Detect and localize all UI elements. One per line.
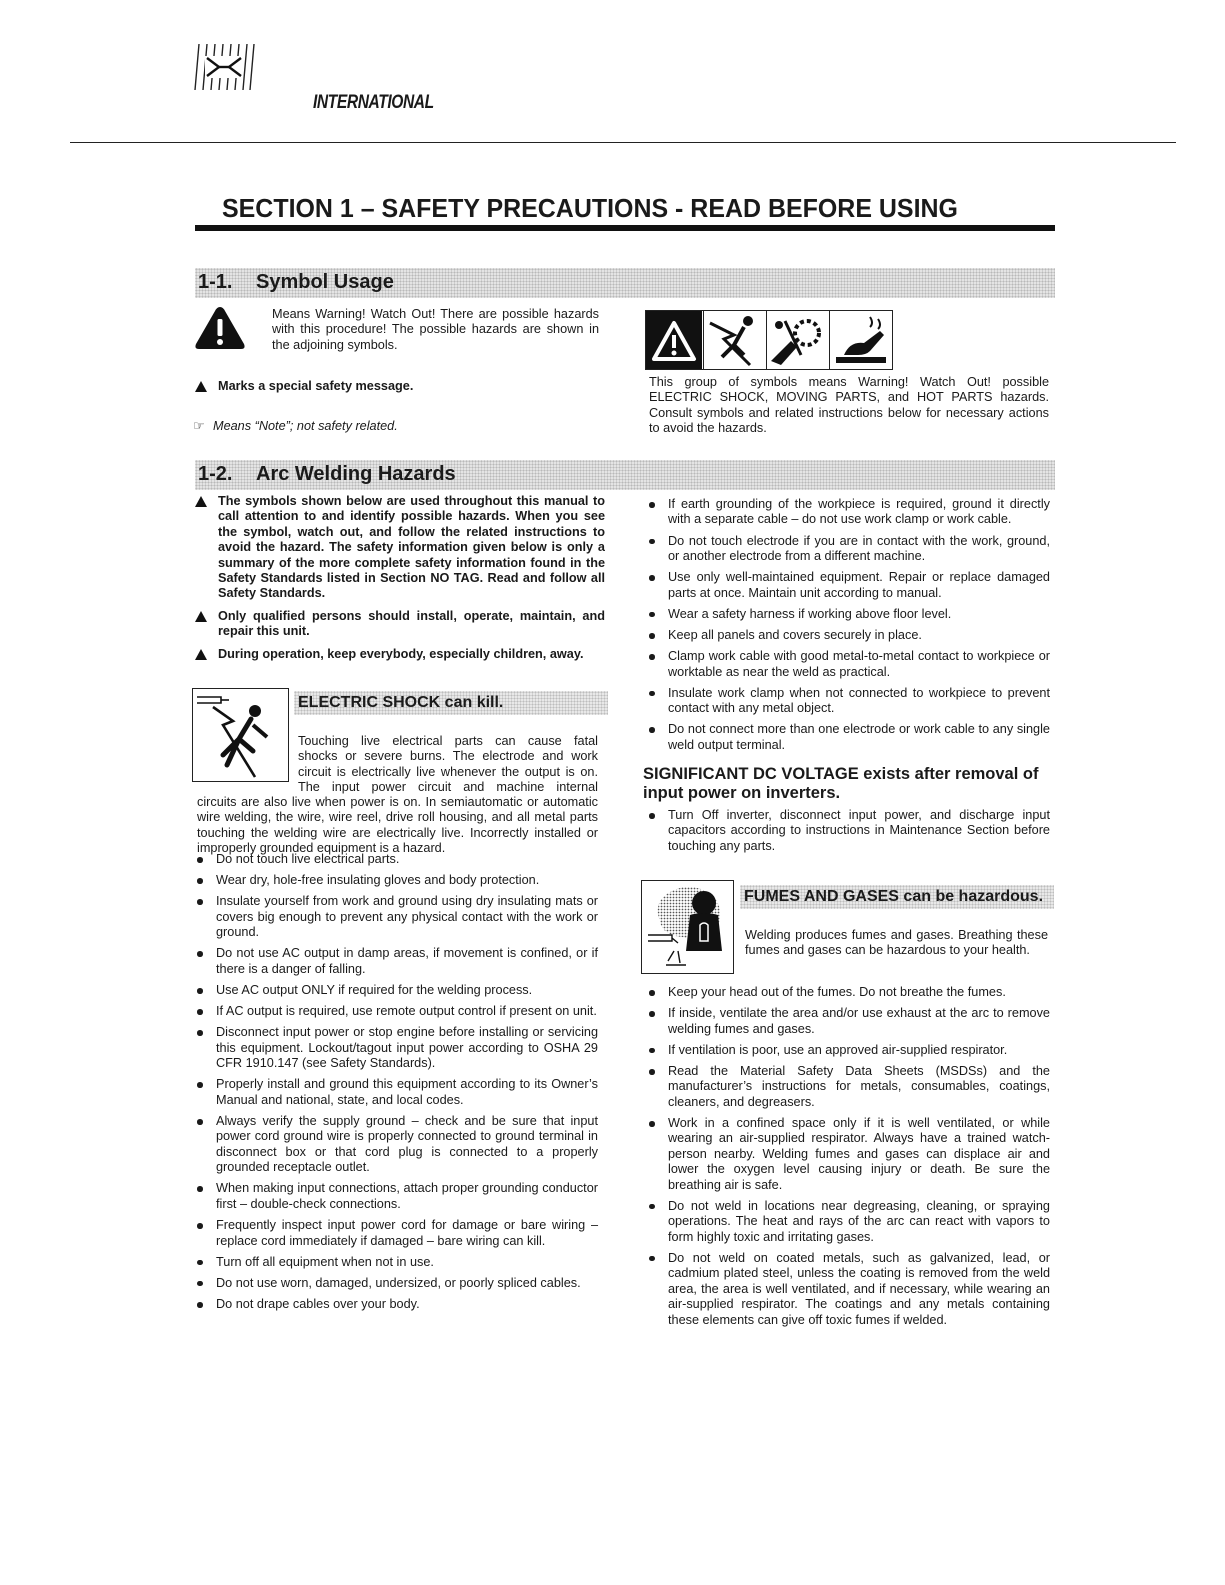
pointing-hand-icon: ☞	[193, 418, 205, 433]
electric-shock-heading: ELECTRIC SHOCK can kill.	[294, 691, 608, 715]
fumes-list	[646, 985, 1050, 1334]
list-item: Do not touch live electrical parts.	[194, 852, 598, 867]
fumes-body: Welding produces fumes and gases. Breathing these fumes and gases can be hazardous to your health.	[745, 928, 1048, 958]
intro-item	[195, 494, 605, 602]
list-item: Turn off all equipment when not in use.	[194, 1255, 598, 1270]
intro-text: During operation, keep everybody, especially children, away.	[218, 646, 584, 661]
brand-name: INTERNATIONAL	[313, 92, 434, 113]
safety-triangle-icon	[195, 649, 207, 660]
list-item: Always verify the supply ground – check and be sure that input power cord ground wire is properly connected to ground terminal in disconnect box or that cord plug is connected to a properly grounded receptacle outlet.	[194, 1114, 598, 1176]
list-item: Do not connect more than one electrode or work cable to any single weld output terminal.	[646, 722, 1050, 753]
symbol-usage-number: 1-1.	[198, 271, 233, 293]
arc-welding-number: 1-2.	[198, 463, 233, 485]
electric-shock-icon	[703, 311, 766, 369]
list-item: Do not weld on coated metals, such as galvanized, lead, or cadmium plated steel, unless the coating is removed from the weld area, the area is well ventilated, and if necessary, while wearing an air-supplied respirator. The coatings and any metals containing these elements can give off toxic fumes if welded.	[646, 1251, 1050, 1328]
electric-shock-line: shocks or severe burns. The electrode and work	[298, 749, 598, 764]
brand-logo-icon	[193, 42, 255, 92]
symbol-usage-heading	[198, 271, 394, 294]
list-item: Disconnect input power or stop engine before installing or servicing this equipment. Lockout/tagout input power according to OSHA 29 CFR 1910.147 (see Safety Standards).	[194, 1025, 598, 1071]
safety-triangle-icon	[195, 611, 207, 622]
special-message-line	[195, 379, 618, 394]
list-item: Work in a confined space only if it is well ventilated, or while wearing an air-supplied respirator. Always have a trained watch-person nearby. Welding fumes and gases can displace air and lower the oxygen level causing injury or death. Be sure the breathing air is safe.	[646, 1116, 1050, 1193]
warning-symbol-description: Means Warning! Watch Out! There are possible hazards with this procedure! The possible hazards are shown in the adjoining symbols.	[272, 307, 599, 352]
electric-shock-body: circuits are also live when power is on. In semiautomatic or automatic wire welding, the wire, wire reel, drive roll housing, and all metal parts touching the welding wire are electrically live. Incorrectly installed or improperly grounded equipment is a hazard.	[197, 795, 598, 856]
list-item: Frequently inspect input power cord for damage or bare wiring – replace cord immediately if damaged – bare wiring can kill.	[194, 1218, 598, 1249]
electric-shock-list-right	[646, 497, 1050, 759]
warning-triangle-icon	[646, 311, 702, 369]
dc-voltage-heading: SIGNIFICANT DC VOLTAGE exists after removal of input power on inverters.	[643, 765, 1039, 802]
list-item: Wear a safety harness if working above floor level.	[646, 607, 1050, 622]
list-item: Clamp work cable with good metal-to-metal contact to workpiece or worktable as near the weld as practical.	[646, 649, 1050, 680]
section-underline	[195, 225, 1055, 231]
dc-voltage-list	[646, 808, 1050, 860]
arc-welding-intro	[195, 494, 605, 662]
list-item: Use only well-maintained equipment. Repair or replace damaged parts at once. Maintain unit according to manual.	[646, 570, 1050, 601]
note-line	[193, 418, 593, 434]
electric-shock-line: Touching live electrical parts can cause fatal	[298, 734, 598, 748]
arc-welding-title: Arc Welding Hazards	[256, 463, 456, 485]
list-item: If AC output is required, use remote output control if present on unit.	[194, 1004, 598, 1019]
list-item: Insulate work clamp when not connected to workpiece to prevent contact with any metal object.	[646, 686, 1050, 717]
arc-welding-heading	[198, 463, 456, 486]
intro-text: The symbols shown below are used throughout this manual to call attention to and identify possible hazards. When you see the symbol, watch out, and follow the related instructions to avoid the hazard. The safety information given below is only a summary of the more complete safety information found in the Safety Standards listed in Section NO TAG. Read and follow all Safety Standards.	[218, 494, 605, 601]
electric-shock-intro	[298, 734, 598, 796]
list-item: Use AC output ONLY if required for the welding process.	[194, 983, 598, 998]
fumes-icon	[641, 880, 734, 974]
list-item: Do not drape cables over your body.	[194, 1297, 598, 1312]
list-item: Turn Off inverter, disconnect input power, and discharge input capacitors according to instructions in Maintenance Section before touching any parts.	[646, 808, 1050, 854]
list-item: Insulate yourself from work and ground using dry insulating mats or covers big enough to prevent any physical contact with the work or ground.	[194, 894, 598, 940]
symbol-usage-title: Symbol Usage	[256, 271, 394, 293]
intro-item	[195, 609, 605, 640]
list-item: Properly install and ground this equipment according to its Owner’s Manual and national, state, and local codes.	[194, 1077, 598, 1108]
moving-parts-icon	[766, 311, 829, 369]
symbol-group-description: This group of symbols means Warning! Watch Out! possible ELECTRIC SHOCK, MOVING PARTS, and HOT PARTS hazards. Consult symbols and related instructions below for necessary actions to avoid the hazards.	[649, 375, 1049, 436]
intro-item	[195, 647, 605, 662]
hazard-symbol-group	[645, 310, 893, 370]
list-item: Wear dry, hole-free insulating gloves and body protection.	[194, 873, 598, 888]
electric-shock-icon	[192, 688, 289, 782]
list-item: Keep all panels and covers securely in place.	[646, 628, 1050, 643]
warning-triangle-icon	[193, 305, 247, 351]
electric-shock-line: The input power circuit and machine internal	[298, 780, 598, 795]
list-item: Do not touch electrode if you are in contact with the work, ground, or another electrode from a different machine.	[646, 534, 1050, 565]
electric-shock-line: circuit is electrically live whenever the output is on.	[298, 764, 598, 779]
header-divider	[70, 142, 1176, 143]
safety-triangle-icon	[195, 381, 207, 392]
section-title: SECTION 1 – SAFETY PRECAUTIONS - READ BEFORE USING	[222, 193, 958, 223]
list-item: If earth grounding of the workpiece is required, ground it directly with a separate cable – do not use work clamp or work cable.	[646, 497, 1050, 528]
note-text: Means “Note”; not safety related.	[213, 419, 398, 433]
list-item: Read the Material Safety Data Sheets (MSDSs) and the manufacturer’s instructions for metals, consumables, coatings, cleaners, and degreasers.	[646, 1064, 1050, 1110]
special-message-text: Marks a special safety message.	[218, 379, 414, 393]
list-item: Do not use worn, damaged, undersized, or poorly spliced cables.	[194, 1276, 598, 1291]
list-item: If ventilation is poor, use an approved air-supplied respirator.	[646, 1043, 1050, 1058]
list-item: If inside, ventilate the area and/or use exhaust at the arc to remove welding fumes and gases.	[646, 1006, 1050, 1037]
list-item: Do not use AC output in damp areas, if movement is confined, or if there is a danger of falling.	[194, 946, 598, 977]
list-item: Do not weld in locations near degreasing, cleaning, or spraying operations. The heat and rays of the arc can react with vapors to form highly toxic and irritating gases.	[646, 1199, 1050, 1245]
list-item: Keep your head out of the fumes. Do not breathe the fumes.	[646, 985, 1050, 1000]
safety-triangle-icon	[195, 496, 207, 507]
hot-parts-icon	[829, 311, 893, 369]
list-item: When making input connections, attach proper grounding conductor first – double-check connections.	[194, 1181, 598, 1212]
intro-text: Only qualified persons should install, operate, maintain, and repair this unit.	[218, 608, 605, 639]
fumes-heading: FUMES AND GASES can be hazardous.	[740, 885, 1054, 909]
electric-shock-list-left	[194, 852, 598, 1318]
